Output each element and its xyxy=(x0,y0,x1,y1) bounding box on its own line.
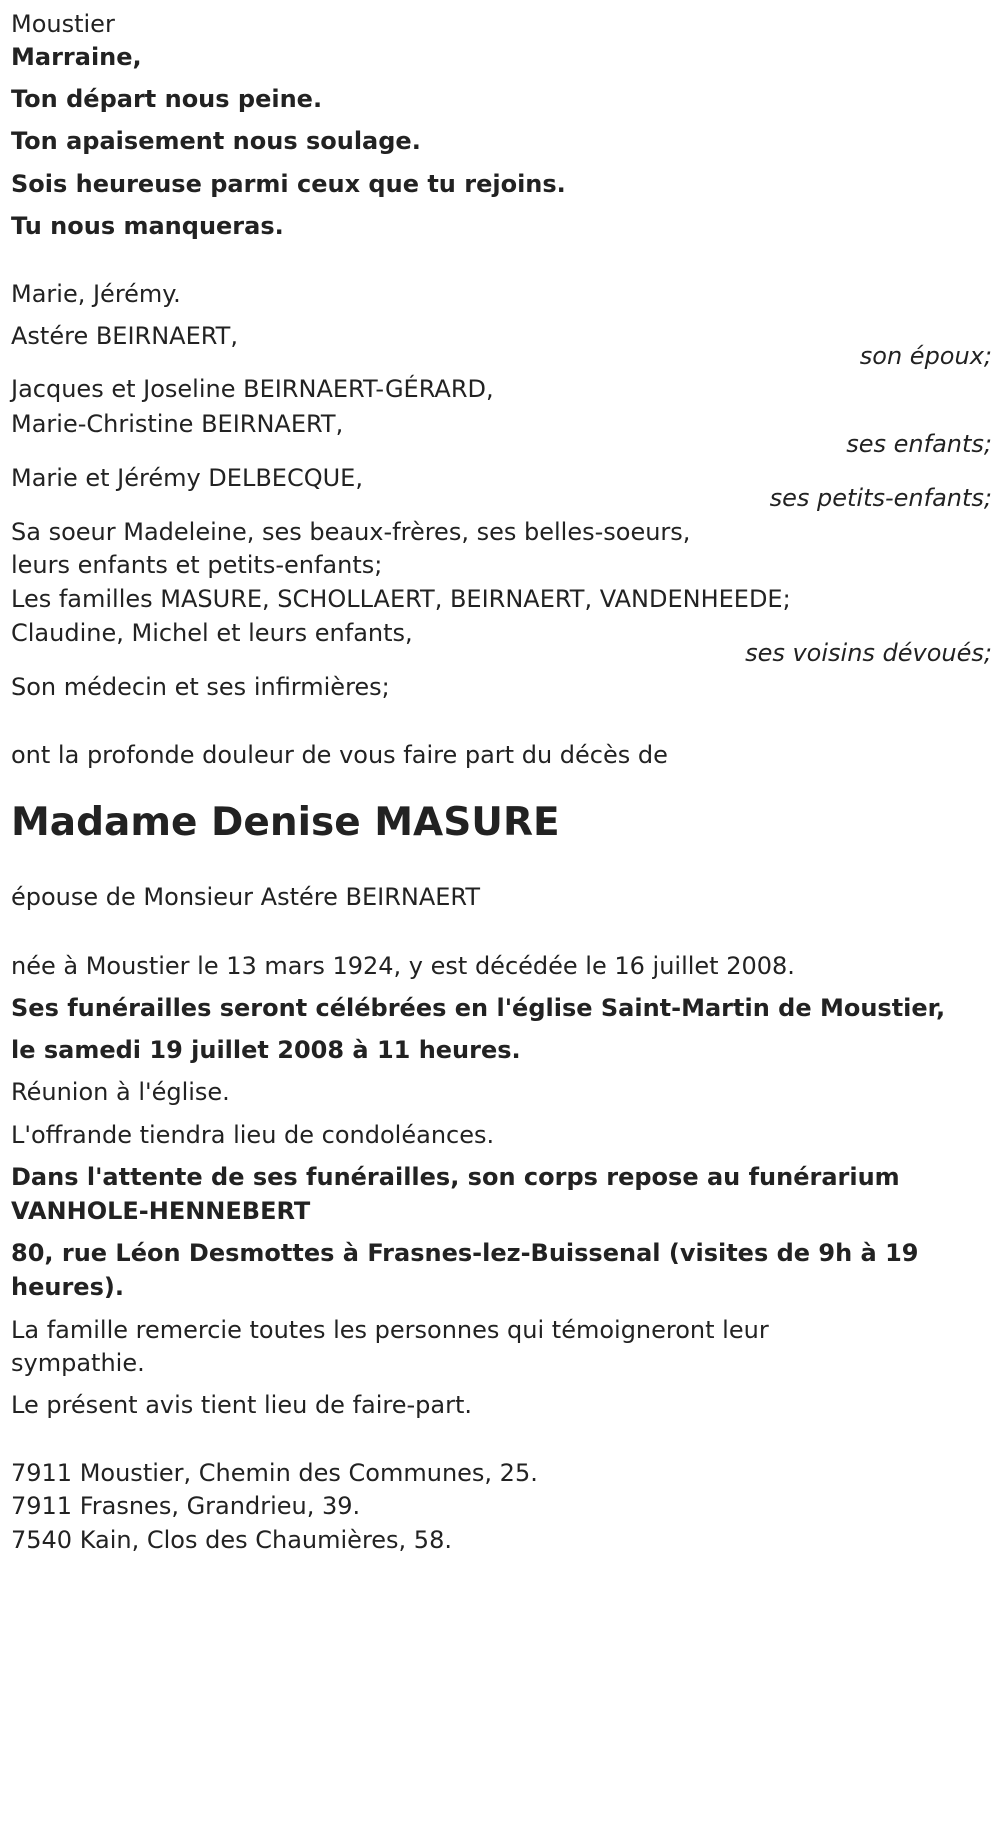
deceased-name: Madame Denise MASURE xyxy=(11,800,560,845)
funeral-line-2: le samedi 19 juillet 2008 à 11 heures. xyxy=(11,1036,521,1064)
neighbors-line: Claudine, Michel et leurs enfants, xyxy=(11,619,413,647)
sister-line-2: leurs enfants et petits-enfants; xyxy=(11,551,383,579)
grandchildren-role: ses petits-enfants; xyxy=(769,484,992,512)
poem-line-2: Ton départ nous peine. xyxy=(11,85,323,113)
children-role: ses enfants; xyxy=(846,430,992,458)
address-moustier: 7911 Moustier, Chemin des Communes, 25. xyxy=(11,1459,538,1487)
thanks-line-1: La famille remercie toutes les personnes qui témoigneront leur xyxy=(11,1316,769,1344)
offering-line: L'offrande tiendra lieu de condoléances. xyxy=(11,1121,495,1149)
neighbors-role: ses voisins dévoués; xyxy=(745,639,992,667)
address-line-1: 80, rue Léon Desmottes à Frasnes-lez-Buissenal (visites de 9h à 19 xyxy=(11,1239,919,1267)
poem-line-5: Tu nous manqueras. xyxy=(11,212,284,240)
rest-line-1: Dans l'attente de ses funérailles, son corps repose au funérarium xyxy=(11,1163,900,1191)
address-line-2: heures). xyxy=(11,1273,124,1301)
poem-line-3: Ton apaisement nous soulage. xyxy=(11,127,421,155)
announcement: ont la profonde douleur de vous faire part du décès de xyxy=(11,741,668,769)
notice-line: Le présent avis tient lieu de faire-part. xyxy=(11,1391,473,1419)
caregivers-line: Son médecin et ses infirmières; xyxy=(11,673,390,701)
spouse-role: son époux; xyxy=(859,342,992,370)
poem-line-4: Sois heureuse parmi ceux que tu rejoins. xyxy=(11,170,566,198)
grandchildren: Marie et Jérémy DELBECQUE, xyxy=(11,464,363,492)
sister-line-1: Sa soeur Madeleine, ses beaux-frères, ses belles-soeurs, xyxy=(11,518,691,546)
meeting-line: Réunion à l'église. xyxy=(11,1078,230,1106)
address-frasnes: 7911 Frasnes, Grandrieu, 39. xyxy=(11,1492,361,1520)
location-header: Moustier xyxy=(11,10,115,38)
rest-line-2: VANHOLE-HENNEBERT xyxy=(11,1197,311,1225)
spouse-of: épouse de Monsieur Astére BEIRNAERT xyxy=(11,883,481,911)
child-2: Marie-Christine BEIRNAERT, xyxy=(11,410,344,438)
poem-line-1: Marraine, xyxy=(11,43,142,71)
address-kain: 7540 Kain, Clos des Chaumières, 58. xyxy=(11,1526,452,1554)
thanks-line-2: sympathie. xyxy=(11,1349,145,1377)
funeral-line-1: Ses funérailles seront célébrées en l'église Saint-Martin de Moustier, xyxy=(11,994,946,1022)
families-line: Les familles MASURE, SCHOLLAERT, BEIRNAERT, VANDENHEEDE; xyxy=(11,585,791,613)
spouse-name: Astére BEIRNAERT, xyxy=(11,322,238,350)
born-died: née à Moustier le 13 mars 1924, y est décédée le 16 juillet 2008. xyxy=(11,952,795,980)
child-1: Jacques et Joseline BEIRNAERT-GÉRARD, xyxy=(11,375,494,403)
signature: Marie, Jérémy. xyxy=(11,280,181,308)
